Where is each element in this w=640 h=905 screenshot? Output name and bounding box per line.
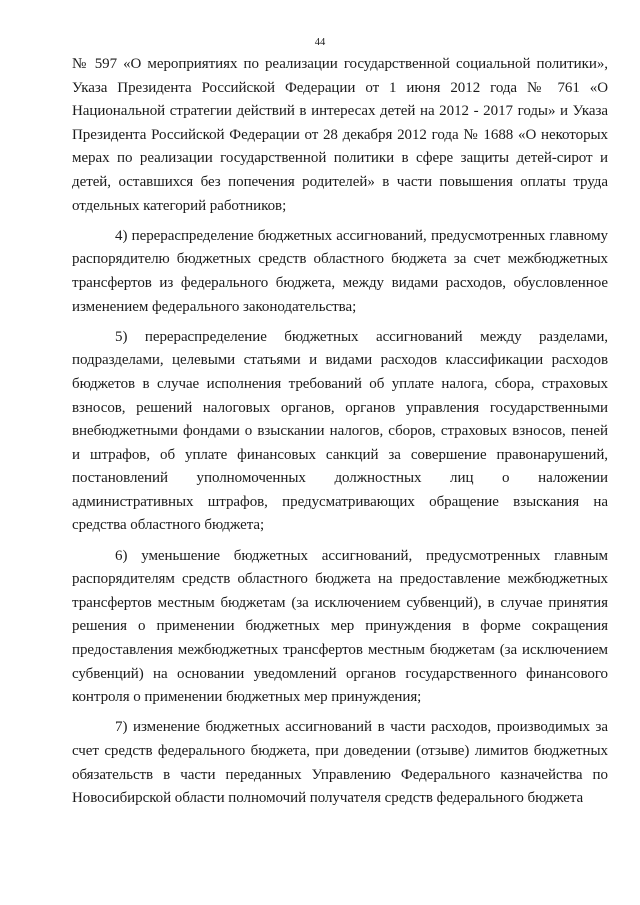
paragraph-item-5: 5) перераспределение бюджетных ассигнований между разделами, подразделами, целевыми статьями и видами расходов классификации расходов бюджетов в случае исполнения требований об уплате налога, сбора, страховых взносов, решений налоговых органов, органов управления государственными внебюджетными фондами о взыскании налогов, сборов, страховых взносов, пеней и штрафов, об уплате финансовых санкций за совершение правонарушений, постановлений уполномоченных должностных лиц о наложении административных штрафов, предусматривающих обращение взыскания на средства областного бюджета; xyxy=(72,328,608,534)
paragraph-item-7: 7) изменение бюджетных ассигнований в части расходов, производимых за счет средств федерального бюджета, при доведении (отзыве) лимитов бюджетных обязательств в части переданных Управлению Федерального казначейства по Новосибирской области полномочий получателя средств федерального бюджета xyxy=(72,719,608,807)
paragraph-item-4: 4) перераспределение бюджетных ассигнований, предусмотренных главному распорядителю бюджетных средств областного бюджета за счет межбюджетных трансфертов из федерального бюджета, между видами расходов, обусловленное изменением федерального законодательства; xyxy=(72,227,608,315)
document-body xyxy=(72,53,608,811)
paragraph-continuation: № 597 «О мероприятиях по реализации государственной социальной политики», Указа Президента Российской Федерации от 1 июня 2012 года № 761 «О Национальной стратегии действий в интересах детей на 2012 - 2017 годы» и Указа Президента Российской Федерации от 28 декабря 2012 года № 1688 «О некоторых мерах по реализации государственной политики в сфере защиты детей-сирот и детей, оставшихся без попечения родителей» в части повышения оплаты труда отдельных категорий работников; xyxy=(72,56,608,214)
paragraph-item-6: 6) уменьшение бюджетных ассигнований, предусмотренных главным распорядителям средств областного бюджета на предоставление межбюджетных трансфертов местным бюджетам (за исключением субвенций), в случае принятия решения о применении бюджетных мер принуждения в форме сокращения предоставления межбюджетных трансфертов местным бюджетам (за исключением субвенций) на основании уведомлений органов государственного финансового контроля о применении бюджетных мер принуждения; xyxy=(72,547,608,706)
page-number: 44 xyxy=(314,37,326,48)
